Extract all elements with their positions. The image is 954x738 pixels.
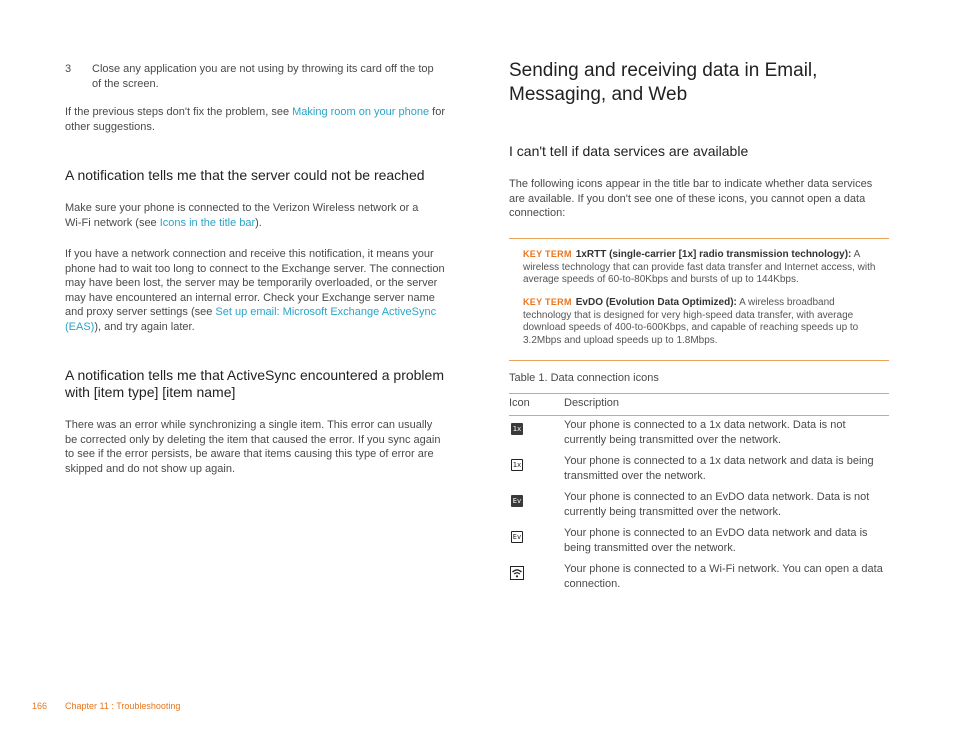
previous-steps-paragraph: If the previous steps don't fix the problem, see Making room on your phone for other suggestions. xyxy=(65,106,445,133)
wifi-icon xyxy=(510,566,524,580)
key-term-definition: A wireless technology that can provide fast data transfer and Internet access, with average speeds of 60-to-80Kbps and bursts of up to 144Kbps. xyxy=(523,249,876,285)
icons-title-bar-link[interactable]: Icons in the title bar xyxy=(159,216,256,229)
key-term-1xrtt xyxy=(523,248,878,287)
server-paragraph-2: If you have a network connection and receive this notification, it means your phone had to wait too long to connect to the Exchange server. The connection may have been lost, the server may be temporarily overloaded, or the server may have encountered an internal error. Check your Exchange server name and proxy server settings (see Set up email: Microsoft Exchange ActiveSync (EAS)), and try again later. xyxy=(65,248,445,333)
step-number: 3 xyxy=(65,63,72,75)
table-row-description: Your phone is connected to an EvDO data network and data is being transmitted over the network. xyxy=(564,527,868,554)
chapter-label: Chapter 11 : Troubleshooting xyxy=(65,701,181,711)
server-unreachable-heading: A notification tells me that the server could not be reached xyxy=(65,167,425,183)
evdo-idle-icon: Ev xyxy=(512,497,522,505)
key-term-definition: A wireless broadband technology that is designed for very high-speed data transfer, with average download speeds of 400-to-600Kbps, and capable of reaching speeds up to 3.2Mbps and upload speeds up to 1.8Mbps. xyxy=(523,297,859,346)
page-title: Sending and receiving data in Email, Messaging, and Web xyxy=(509,60,818,105)
key-term-evdo xyxy=(523,296,878,347)
set-up-email-link[interactable]: Set up email: Microsoft Exchange ActiveSync (EAS) xyxy=(65,306,437,333)
activesync-paragraph: There was an error while synchronizing a single item. This error can usually be corrected only by deleting the item that caused the error. If you sync again to see if the error persists, be aware that items causing this type of error are skipped and do not show up again. xyxy=(65,419,441,475)
table-top-rule xyxy=(509,393,889,394)
activesync-problem-heading: A notification tells me that ActiveSync encountered a problem with [item type] [item name] xyxy=(65,367,444,400)
table-header-icon: Icon xyxy=(509,397,530,409)
key-term-label: KEY TERM xyxy=(523,297,572,307)
step-text: Close any application you are not using by throwing its card off the top of the screen. xyxy=(92,63,434,90)
1x-active-icon: 1x xyxy=(512,461,522,469)
key-term-title: EvDO (Evolution Data Optimized): xyxy=(575,297,737,308)
intro-paragraph: The following icons appear in the title bar to indicate whether data services are available. If you don't see one of these icons, you cannot open a data connection: xyxy=(509,178,873,219)
making-room-link[interactable]: Making room on your phone xyxy=(292,106,430,118)
table-row-description: Your phone is connected to a 1x data network. Data is not currently being transmitted over the network. xyxy=(564,419,846,446)
key-term-bottom-rule xyxy=(509,360,889,361)
key-term-label: KEY TERM xyxy=(523,249,572,259)
table-caption: Table 1. Data connection icons xyxy=(509,372,659,384)
1x-idle-icon: 1x xyxy=(512,425,522,433)
key-term-title: 1xRTT (single-carrier [1x] radio transmission technology): xyxy=(575,249,852,260)
table-row-description: Your phone is connected to an EvDO data network. Data is not currently being transmitted over the network. xyxy=(564,491,870,518)
server-paragraph-1: Make sure your phone is connected to the Verizon Wireless network or a Wi-Fi network (see Icons in the title bar). xyxy=(65,202,419,229)
table-row-description: Your phone is connected to a 1x data network and data is being transmitted over the network. xyxy=(564,455,874,482)
evdo-active-icon: Ev xyxy=(512,533,522,541)
key-term-top-rule xyxy=(509,238,889,239)
table-header-description: Description xyxy=(564,397,620,409)
data-services-subheading: I can't tell if data services are available xyxy=(509,143,749,159)
table-header-rule xyxy=(509,415,889,416)
page-number: 166 xyxy=(32,701,48,711)
table-row-description: Your phone is connected to a Wi-Fi network. You can open a data connection. xyxy=(564,563,883,590)
step-3 xyxy=(65,62,445,91)
